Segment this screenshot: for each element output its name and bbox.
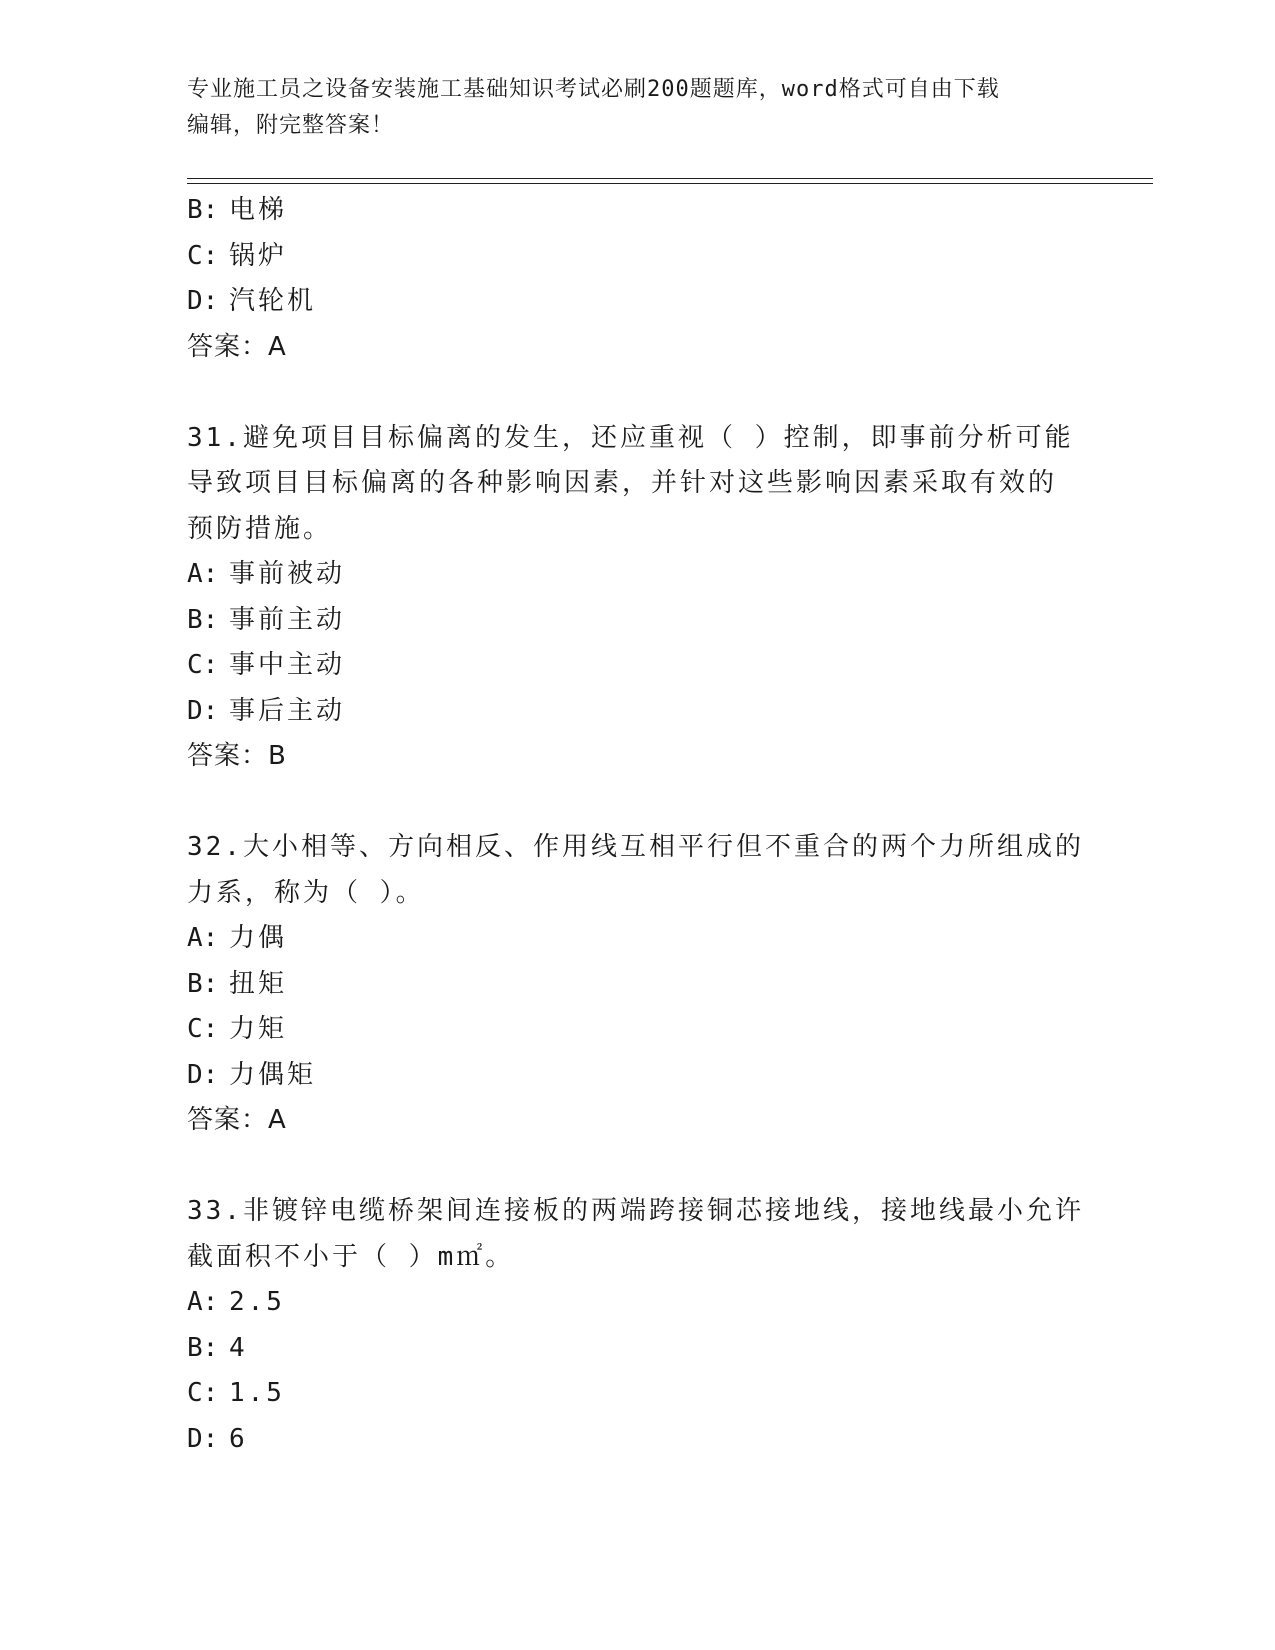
option-a <box>187 916 1087 962</box>
option-key: D: <box>187 695 219 726</box>
answer-line: 答案：A <box>187 331 287 362</box>
spacer <box>187 370 1087 416</box>
option-c <box>187 643 1087 689</box>
option-text: 力偶 <box>229 923 288 953</box>
option-b <box>187 188 1087 234</box>
answer-line: 答案：B <box>187 741 287 771</box>
option-d <box>187 689 1087 735</box>
option-key: D: <box>187 1059 219 1090</box>
header-title-line-1: 专业施工员之设备安装施工基础知识考试必刷200题题库，word格式可自由下载 <box>187 77 1000 102</box>
document-header <box>187 72 1087 144</box>
option-text: 电梯 <box>229 195 288 225</box>
option-key: C: <box>187 1014 219 1044</box>
question-stem-line: 导致项目目标偏离的各种影响因素，并针对这些影响因素采取有效的 <box>187 468 1058 498</box>
option-key: A: <box>187 1287 219 1317</box>
option-text: 锅炉 <box>229 240 288 271</box>
option-b <box>187 598 1087 644</box>
spacer <box>187 780 1087 826</box>
option-key: B: <box>187 604 219 635</box>
option-b <box>187 1326 1087 1372</box>
question-stem-line: 32.大小相等、方向相反、作用线互相平行但不重合的两个力所组成的 <box>187 832 1084 862</box>
option-d <box>187 279 1087 325</box>
question-stem-line: 预防措施。 <box>187 513 333 544</box>
question-stem-line: 截面积不小于（ ）m㎡。 <box>187 1241 515 1272</box>
question-stem-line: 力系，称为（ ）。 <box>187 877 425 908</box>
question-31 <box>187 416 1087 780</box>
answer-line: 答案：A <box>187 1105 287 1135</box>
question-list <box>187 188 1087 1462</box>
option-text: 4 <box>229 1332 248 1363</box>
option-text: 事前主动 <box>229 604 346 635</box>
option-text: 扭矩 <box>229 968 288 999</box>
option-key: B: <box>187 968 219 999</box>
option-d <box>187 1417 1087 1463</box>
option-text: 6 <box>229 1423 248 1454</box>
question-stem-line: 31.避免项目目标偏离的发生，还应重视（ ）控制，即事前分析可能 <box>187 422 1074 453</box>
header-divider-bottom <box>187 183 1153 184</box>
option-text: 2.5 <box>229 1287 285 1317</box>
option-text: 力矩 <box>229 1014 288 1044</box>
option-key: D: <box>187 286 219 316</box>
option-c <box>187 1371 1087 1417</box>
option-b <box>187 962 1087 1008</box>
option-text: 事前被动 <box>229 559 346 589</box>
question-stem-line: 33.非镀锌电缆桥架间连接板的两端跨接铜芯接地线，接地线最小允许 <box>187 1196 1084 1226</box>
option-key: A: <box>187 923 219 953</box>
option-text: 事后主动 <box>229 695 346 726</box>
option-key: A: <box>187 559 219 589</box>
question-33 <box>187 1189 1087 1462</box>
option-d <box>187 1053 1087 1099</box>
header-title-line-2: 编辑，附完整答案！ <box>187 113 395 138</box>
question-30-continued <box>187 188 1087 370</box>
option-c <box>187 1007 1087 1053</box>
option-text: 汽轮机 <box>229 286 317 316</box>
option-a <box>187 1280 1087 1326</box>
option-key: B: <box>187 195 219 225</box>
spacer <box>187 1144 1087 1190</box>
header-divider-top <box>187 178 1153 179</box>
option-key: C: <box>187 1378 219 1408</box>
option-text: 力偶矩 <box>229 1059 317 1090</box>
option-key: B: <box>187 1332 219 1363</box>
option-key: D: <box>187 1423 219 1454</box>
option-text: 事中主动 <box>229 650 346 680</box>
question-32 <box>187 825 1087 1144</box>
option-a <box>187 552 1087 598</box>
option-key: C: <box>187 240 219 271</box>
option-text: 1.5 <box>229 1378 285 1408</box>
option-c <box>187 234 1087 280</box>
option-key: C: <box>187 650 219 680</box>
